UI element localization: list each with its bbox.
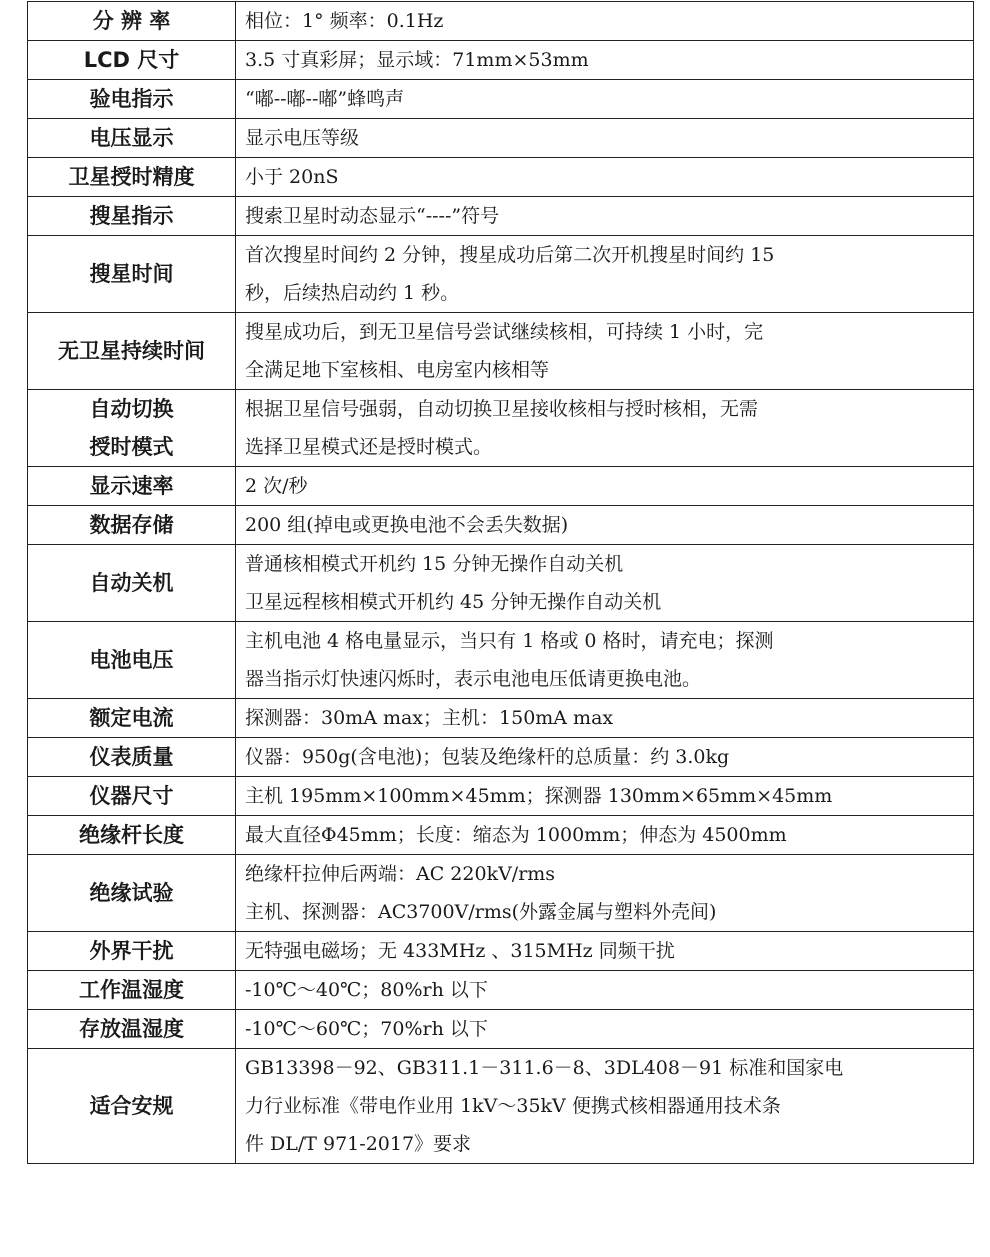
spec-label-cell: [28, 545, 236, 622]
spec-row: [28, 80, 974, 119]
spec-table: [27, 1, 974, 1164]
spec-value-cell: [236, 467, 974, 506]
spec-row: [28, 545, 974, 622]
spec-label: 显示速率: [89, 474, 174, 498]
spec-label: 额定电流: [89, 706, 174, 730]
spec-label-cell: [28, 971, 236, 1010]
spec-table-body: [28, 2, 974, 1164]
spec-value-cell: [236, 1010, 974, 1049]
spec-value-line: 无特强电磁场；无 433MHz 、315MHz 同频干扰: [245, 940, 675, 962]
spec-value-line: 秒，后续热启动约 1 秒。: [245, 282, 460, 304]
spec-value-cell: [236, 2, 974, 41]
spec-row: [28, 506, 974, 545]
spec-value-cell: [236, 971, 974, 1010]
spec-label: 数据存储: [89, 513, 174, 537]
spec-label: 卫星授时精度: [68, 165, 195, 189]
spec-value-line: 搜索卫星时动态显示“----”符号: [245, 205, 500, 227]
spec-label-cell: [28, 1049, 236, 1164]
spec-label: 电池电压: [89, 648, 174, 672]
spec-value-cell: [236, 777, 974, 816]
spec-value-cell: [236, 738, 974, 777]
spec-value-line: 200 组(掉电或更换电池不会丢失数据): [245, 514, 569, 536]
spec-value-line: 显示电压等级: [245, 127, 360, 149]
spec-value-cell: [236, 119, 974, 158]
spec-value-line: 绝缘杆拉伸后两端：AC 220kV/rms: [245, 863, 556, 885]
spec-value-line: 主机 195mm×100mm×45mm；探测器 130mm×65mm×45mm: [245, 785, 833, 807]
spec-label: 仪表质量: [89, 745, 174, 769]
spec-label-cell: [28, 41, 236, 80]
spec-value-cell: [236, 622, 974, 699]
spec-label: 电压显示: [89, 126, 174, 150]
spec-row: [28, 855, 974, 932]
spec-value-cell: [236, 1049, 974, 1164]
spec-label-cell: [28, 622, 236, 699]
spec-row: [28, 158, 974, 197]
spec-value-cell: [236, 699, 974, 738]
spec-value-line: 仪器：950g(含电池)；包装及绝缘杆的总质量：约 3.0kg: [245, 746, 730, 768]
spec-row: [28, 197, 974, 236]
spec-value-cell: [236, 932, 974, 971]
spec-row: [28, 236, 974, 313]
spec-value-cell: [236, 313, 974, 390]
spec-value-cell: [236, 855, 974, 932]
spec-value-cell: [236, 197, 974, 236]
spec-value-line: 全满足地下室核相、电房室内核相等: [245, 359, 550, 381]
spec-row: [28, 390, 974, 467]
spec-value-line: 3.5 寸真彩屏；显示域：71mm×53mm: [245, 49, 589, 71]
spec-value-cell: [236, 80, 974, 119]
spec-value-line: 小于 20nS: [245, 166, 339, 188]
spec-label-cell: [28, 699, 236, 738]
spec-label: 绝缘杆长度: [79, 823, 184, 847]
spec-row: [28, 971, 974, 1010]
spec-label: 授时模式: [89, 435, 174, 459]
spec-value-line: 相位：1° 频率：0.1Hz: [245, 10, 444, 32]
spec-value-line: 主机、探测器：AC3700V/rms(外露金属与塑料外壳间): [245, 901, 717, 923]
spec-value-cell: [236, 545, 974, 622]
spec-label-cell: [28, 1010, 236, 1049]
spec-value-line: “嘟--嘟--嘟”蜂鸣声: [245, 88, 405, 110]
spec-value-cell: [236, 506, 974, 545]
spec-row: [28, 816, 974, 855]
spec-label: 适合安规: [89, 1094, 174, 1118]
spec-value-line: 选择卫星模式还是授时模式。: [245, 436, 493, 458]
spec-row: [28, 467, 974, 506]
spec-label-cell: [28, 467, 236, 506]
spec-row: [28, 699, 974, 738]
spec-value-cell: [236, 41, 974, 80]
spec-value-line: 普通核相模式开机约 15 分钟无操作自动关机: [245, 553, 624, 575]
spec-label: 自动切换: [89, 397, 174, 421]
spec-row: [28, 1010, 974, 1049]
spec-value-line: 根据卫星信号强弱，自动切换卫星接收核相与授时核相，无需: [245, 398, 759, 420]
spec-value-line: 首次搜星时间约 2 分钟，搜星成功后第二次开机搜星时间约 15: [245, 244, 775, 266]
spec-label: 搜星指示: [89, 204, 174, 228]
spec-value-line: -10℃～60℃；70%rh 以下: [245, 1018, 488, 1040]
spec-label-cell: [28, 390, 236, 467]
spec-label-cell: [28, 816, 236, 855]
spec-value-line: -10℃～40℃；80%rh 以下: [245, 979, 488, 1001]
spec-label-cell: [28, 932, 236, 971]
spec-value-line: 器当指示灯快速闪烁时，表示电池电压低请更换电池。: [245, 668, 702, 690]
spec-label: 验电指示: [89, 87, 174, 111]
spec-label: 绝缘试验: [89, 881, 174, 905]
spec-label-cell: [28, 855, 236, 932]
spec-row: [28, 119, 974, 158]
spec-value-line: 2 次/秒: [245, 475, 308, 497]
spec-value-cell: [236, 236, 974, 313]
spec-label: 工作温湿度: [79, 978, 184, 1002]
spec-label-cell: [28, 197, 236, 236]
spec-label-cell: [28, 236, 236, 313]
spec-row: [28, 738, 974, 777]
spec-value-line: 探测器：30mA max；主机：150mA max: [245, 707, 614, 729]
spec-label-cell: [28, 158, 236, 197]
spec-label-cell: [28, 506, 236, 545]
spec-value-line: 力行业标准《带电作业用 1kV～35kV 便携式核相器通用技术条: [245, 1095, 781, 1117]
spec-label: 存放温湿度: [79, 1017, 184, 1041]
spec-value-line: 件 DL/T 971-2017》要求: [245, 1133, 472, 1155]
spec-row: [28, 313, 974, 390]
spec-label-cell: [28, 80, 236, 119]
spec-value-cell: [236, 158, 974, 197]
spec-value-line: GB13398－92、GB311.1－311.6－8、3DL408－91 标准和国家电: [245, 1057, 844, 1079]
spec-label: 外界干扰: [89, 939, 174, 963]
spec-value-cell: [236, 816, 974, 855]
spec-label-cell: [28, 313, 236, 390]
spec-row: [28, 1049, 974, 1164]
spec-value-line: 最大直径Φ45mm；长度：缩态为 1000mm；伸态为 4500mm: [245, 824, 787, 846]
spec-label: 无卫星持续时间: [58, 339, 205, 363]
spec-label-cell: [28, 2, 236, 41]
spec-label-cell: [28, 777, 236, 816]
spec-label-cell: [28, 738, 236, 777]
spec-label: 自动关机: [89, 571, 174, 595]
spec-label: LCD 尺寸: [83, 48, 180, 72]
spec-row: [28, 932, 974, 971]
spec-value-line: 主机电池 4 格电量显示，当只有 1 格或 0 格时，请充电；探测: [245, 630, 774, 652]
spec-value-line: 搜星成功后，到无卫星信号尝试继续核相，可持续 1 小时，完: [245, 321, 764, 343]
spec-label: 分 辨 率: [92, 9, 171, 33]
spec-label: 仪器尺寸: [89, 784, 174, 808]
spec-value-cell: [236, 390, 974, 467]
spec-row: [28, 622, 974, 699]
spec-row: [28, 2, 974, 41]
spec-row: [28, 777, 974, 816]
spec-label: 搜星时间: [89, 262, 174, 286]
spec-value-line: 卫星远程核相模式开机约 45 分钟无操作自动关机: [245, 591, 662, 613]
spec-row: [28, 41, 974, 80]
spec-label-cell: [28, 119, 236, 158]
